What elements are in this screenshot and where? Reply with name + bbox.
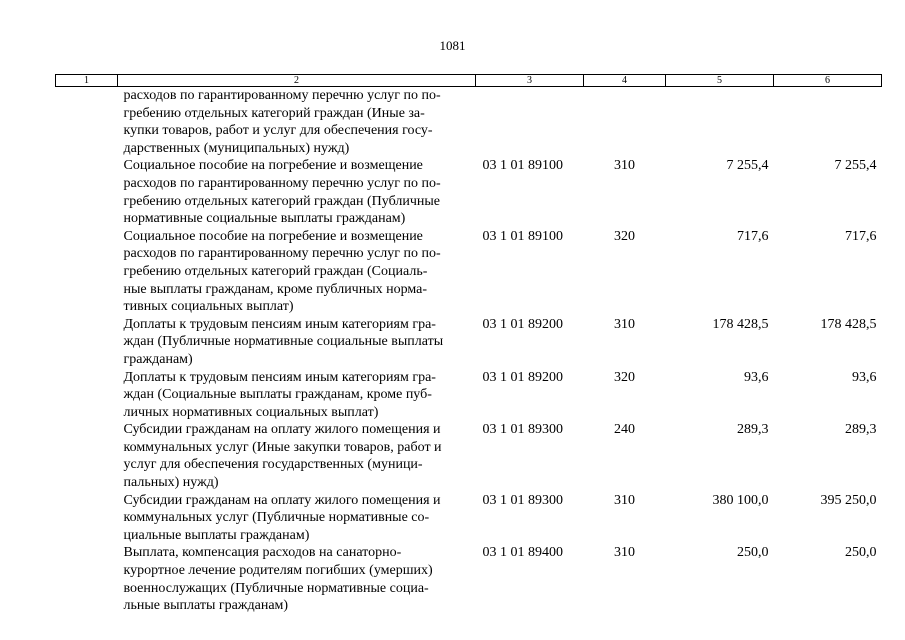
row-number-cell (56, 421, 118, 491)
table-body (56, 87, 882, 615)
row-description: Доплаты к трудовым пенсиям иным категориям гра- ждан (Социальные выплаты гражданам, кроме пуб- личных нормативных социальных выплат) (123, 369, 436, 420)
row-value-5: 380 100,0 (712, 492, 769, 508)
header-col-6: 6 (774, 75, 882, 87)
row-value-5: 250,0 (737, 545, 769, 561)
row-code: 03 1 01 89400 (482, 545, 563, 561)
row-code: 03 1 01 89300 (482, 492, 563, 508)
row-expense-type (584, 87, 666, 158)
row-value-5: 178 428,5 (712, 316, 769, 332)
header-col-5: 5 (666, 75, 774, 87)
row-expense-type: 310 (614, 545, 635, 561)
row-number-cell (56, 369, 118, 422)
row-value-5: 7 255,4 (726, 158, 769, 174)
row-code: 03 1 01 89300 (482, 422, 563, 438)
header-col-2: 2 (118, 75, 476, 87)
row-description: Субсидии гражданам на оплату жилого помещения и коммунальных услуг (Иные закупки товаров, работ и услуг для обеспечения государственных (муници- пальных) нужд) (123, 422, 442, 491)
row-value-6: 93,6 (852, 369, 877, 385)
table-header (56, 75, 882, 87)
row-value-5 (666, 87, 774, 158)
row-number-cell (56, 316, 118, 369)
table-row (56, 369, 882, 422)
row-value-6: 717,6 (845, 228, 877, 244)
row-value-6: 7 255,4 (834, 158, 877, 174)
header-col-3: 3 (476, 75, 584, 87)
table-row (56, 157, 882, 227)
row-description: Доплаты к трудовым пенсиям иным категориям гра- ждан (Публичные нормативные социальные выплаты гражданам) (123, 316, 444, 367)
table-row (56, 228, 882, 316)
row-code: 03 1 01 89100 (482, 158, 563, 174)
row-description: Субсидии гражданам на оплату жилого помещения и коммунальных услуг (Публичные нормативные со- циальные выплаты гражданам) (123, 492, 441, 543)
row-code: 03 1 01 89100 (482, 228, 563, 244)
row-value-6: 178 428,5 (820, 316, 877, 332)
row-code (476, 87, 584, 158)
row-code: 03 1 01 89200 (482, 369, 563, 385)
row-code: 03 1 01 89200 (482, 316, 563, 332)
header-row (56, 75, 882, 87)
row-description: расходов по гарантированному перечню услуг по по- гребению отдельных категорий граждан (Иные за- купки товаров, работ и услуг для обеспечения госу- дарственных (муниципальных) нужд) (123, 88, 441, 156)
table-row (56, 421, 882, 491)
row-value-6: 395 250,0 (820, 492, 877, 508)
row-description: Выплата, компенсация расходов на санаторно- курортное лечение родителям погибших (умерших) военнослужащих (Публичные нормативные социа- льные выплаты гражданам) (123, 545, 433, 614)
row-expense-type: 310 (614, 492, 635, 508)
table-row (56, 316, 882, 369)
page-number: 1081 (439, 38, 466, 53)
row-expense-type: 320 (614, 369, 635, 385)
row-number-cell (56, 87, 118, 158)
row-value-5: 93,6 (744, 369, 769, 385)
row-expense-type: 310 (614, 158, 635, 174)
row-value-6 (774, 87, 882, 158)
row-number-cell (56, 228, 118, 316)
header-col-4: 4 (584, 75, 666, 87)
row-value-6: 250,0 (845, 545, 877, 561)
table-row (56, 87, 882, 158)
row-value-5: 289,3 (737, 422, 769, 438)
row-value-6: 289,3 (845, 422, 877, 438)
row-number-cell (56, 492, 118, 545)
header-col-1: 1 (56, 75, 118, 87)
row-number-cell (56, 544, 118, 614)
row-description: Социальное пособие на погребение и возмещение расходов по гарантированному перечню услуг по по- гребению отдельных категорий граждан (Социаль- ные выплаты гражданам, кроме публичных норма- тивных социальных выплат) (123, 228, 441, 315)
table-row (56, 492, 882, 545)
row-number-cell (56, 157, 118, 227)
row-description: Социальное пособие на погребение и возмещение расходов по гарантированному перечню услуг по по- гребению отдельных категорий граждан (Публичные нормативные социальные выплаты гражданам) (123, 158, 441, 227)
row-expense-type: 240 (614, 422, 635, 438)
row-value-5: 717,6 (737, 228, 769, 244)
table-row (56, 544, 882, 614)
row-expense-type: 320 (614, 228, 635, 244)
budget-table (55, 74, 882, 615)
row-expense-type: 310 (614, 316, 635, 332)
